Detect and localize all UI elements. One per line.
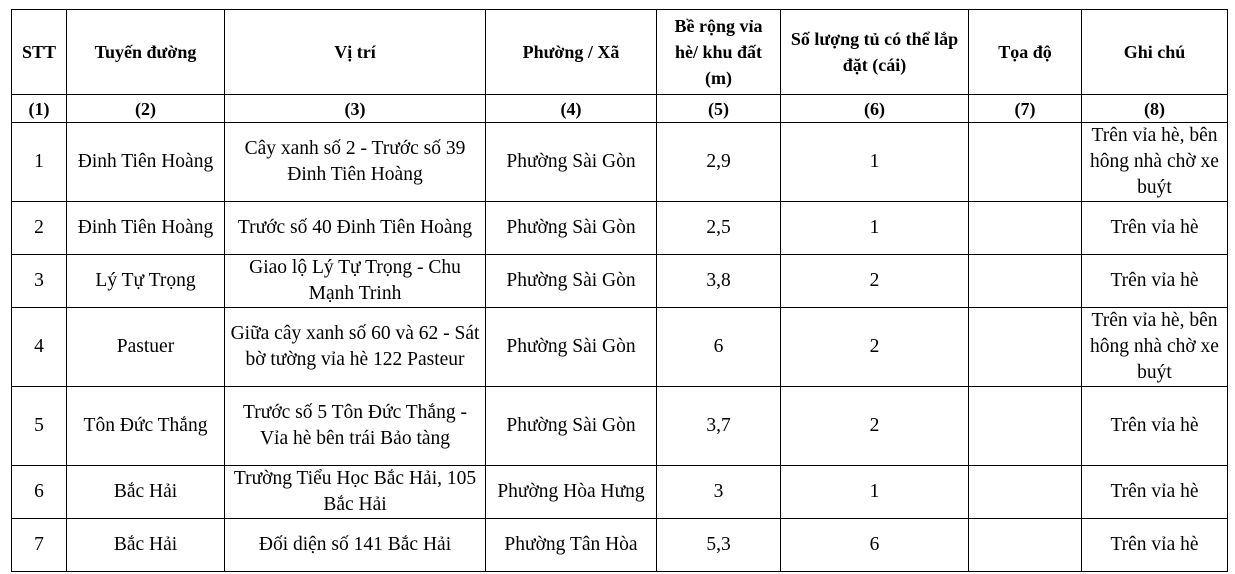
header-width: Bề rộng vỉa hè/ khu đất (m) (657, 10, 781, 95)
table-row (12, 123, 1228, 202)
cell-width: 2,9 (657, 123, 781, 202)
column-number: (8) (1082, 95, 1228, 123)
column-number: (5) (657, 95, 781, 123)
cell-location: Đối diện số 141 Bắc Hải (225, 519, 486, 572)
cell-location: Trước số 40 Đinh Tiên Hoàng (225, 202, 486, 255)
header-street: Tuyến đường (67, 10, 225, 95)
cell-street: Pastuer (67, 308, 225, 387)
cell-width: 3,8 (657, 255, 781, 308)
column-number: (2) (67, 95, 225, 123)
header-location: Vị trí (225, 10, 486, 95)
cell-note: Trên vỉa hè, bên hông nhà chờ xe buýt (1082, 123, 1228, 202)
table-row (12, 255, 1228, 308)
cell-street: Đinh Tiên Hoàng (67, 202, 225, 255)
header-stt: STT (12, 10, 67, 95)
cell-coords (969, 308, 1082, 387)
cell-width: 5,3 (657, 519, 781, 572)
cell-coords (969, 123, 1082, 202)
cell-width: 3 (657, 466, 781, 519)
cell-stt: 2 (12, 202, 67, 255)
cell-stt: 1 (12, 123, 67, 202)
cell-ward: Phường Sài Gòn (486, 387, 657, 466)
cell-coords (969, 255, 1082, 308)
cell-street: Bắc Hải (67, 466, 225, 519)
cell-location: Trường Tiểu Học Bắc Hải, 105 Bắc Hải (225, 466, 486, 519)
cell-ward: Phường Sài Gòn (486, 123, 657, 202)
cell-coords (969, 387, 1082, 466)
cabinet-location-table (11, 9, 1228, 572)
table-row (12, 519, 1228, 572)
cell-coords (969, 202, 1082, 255)
cell-width: 2,5 (657, 202, 781, 255)
cell-note: Trên vỉa hè, bên hông nhà chờ xe buýt (1082, 308, 1228, 387)
table-row (12, 387, 1228, 466)
cell-count: 2 (781, 308, 969, 387)
cell-street: Lý Tự Trọng (67, 255, 225, 308)
column-number: (4) (486, 95, 657, 123)
cell-count: 6 (781, 519, 969, 572)
column-number: (3) (225, 95, 486, 123)
column-number: (7) (969, 95, 1082, 123)
cell-width: 6 (657, 308, 781, 387)
header-row (12, 10, 1228, 95)
column-number: (1) (12, 95, 67, 123)
cell-coords (969, 466, 1082, 519)
column-number: (6) (781, 95, 969, 123)
table-row (12, 308, 1228, 387)
cell-ward: Phường Sài Gòn (486, 308, 657, 387)
cell-ward: Phường Tân Hòa (486, 519, 657, 572)
cell-location: Giao lộ Lý Tự Trọng - Chu Mạnh Trinh (225, 255, 486, 308)
cell-count: 2 (781, 255, 969, 308)
cell-count: 1 (781, 466, 969, 519)
cell-ward: Phường Sài Gòn (486, 202, 657, 255)
cell-stt: 6 (12, 466, 67, 519)
header-coords: Tọa độ (969, 10, 1082, 95)
cell-note: Trên vỉa hè (1082, 387, 1228, 466)
cell-note: Trên vỉa hè (1082, 466, 1228, 519)
cell-width: 3,7 (657, 387, 781, 466)
cell-street: Đinh Tiên Hoàng (67, 123, 225, 202)
header-ward: Phường / Xã (486, 10, 657, 95)
cell-count: 2 (781, 387, 969, 466)
cell-note: Trên vỉa hè (1082, 202, 1228, 255)
column-number-row (12, 95, 1228, 123)
cell-stt: 3 (12, 255, 67, 308)
cell-location: Giữa cây xanh số 60 và 62 - Sát bờ tường vỉa hè 122 Pasteur (225, 308, 486, 387)
cell-street: Tôn Đức Thắng (67, 387, 225, 466)
header-note: Ghi chú (1082, 10, 1228, 95)
cell-street: Bắc Hải (67, 519, 225, 572)
header-count: Số lượng tủ có thể lắp đặt (cái) (781, 10, 969, 95)
cell-ward: Phường Sài Gòn (486, 255, 657, 308)
cell-stt: 4 (12, 308, 67, 387)
cell-count: 1 (781, 202, 969, 255)
cell-location: Trước số 5 Tôn Đức Thắng - Vỉa hè bên trái Bảo tàng (225, 387, 486, 466)
cell-coords (969, 519, 1082, 572)
cell-stt: 5 (12, 387, 67, 466)
cell-note: Trên vỉa hè (1082, 519, 1228, 572)
cell-note: Trên vỉa hè (1082, 255, 1228, 308)
cell-stt: 7 (12, 519, 67, 572)
cell-ward: Phường Hòa Hưng (486, 466, 657, 519)
cell-location: Cây xanh số 2 - Trước số 39 Đinh Tiên Hoàng (225, 123, 486, 202)
table-row (12, 466, 1228, 519)
cell-count: 1 (781, 123, 969, 202)
table-row (12, 202, 1228, 255)
